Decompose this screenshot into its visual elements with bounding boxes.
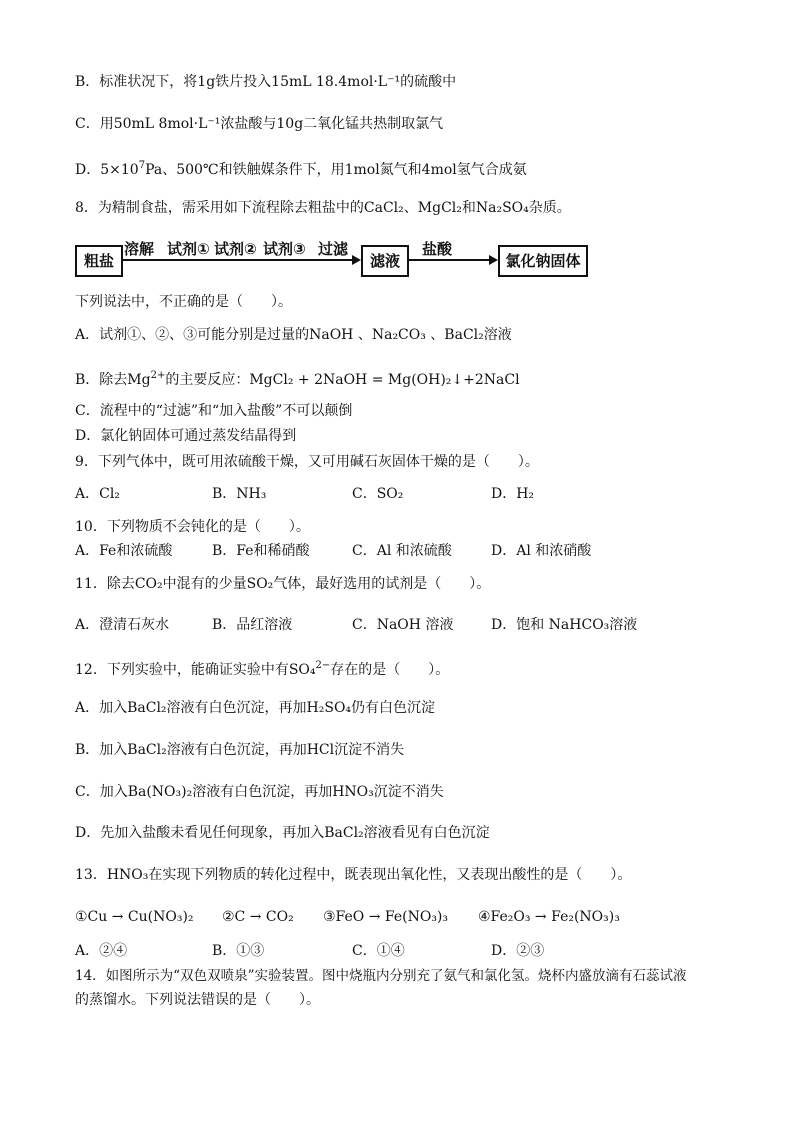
q7-option-c: C．用50mL 8mol·L⁻¹浓盐酸与10g二氧化锰共热制取氯气: [75, 116, 444, 132]
q11-option-a: A．澄清石灰水: [75, 617, 170, 633]
q12-option-d: D．先加入盐酸未看见任何现象，再加入BaCl₂溶液看见有白色沉淀: [75, 825, 490, 841]
q13-option-b: B．①③: [212, 943, 265, 959]
q8-option-b: [75, 366, 520, 390]
q11-option-d: D．饱和 NaHCO₃溶液: [491, 617, 638, 633]
q7-option-d: [75, 156, 527, 180]
q12-stem: [75, 656, 449, 680]
q9-option-a: A．Cl₂: [75, 486, 120, 502]
q10-option-c: C．Al 和浓硫酸: [352, 543, 452, 559]
q10-stem: 10．下列物质不会钝化的是（ ）。: [75, 519, 310, 535]
q11-option-c: C．NaOH 溶液: [352, 617, 454, 633]
q13-item-4: ④Fe₂O₃ → Fe₂(NO₃)₃: [478, 909, 620, 925]
q11-stem: 11．除去CO₂中混有的少量SO₂气体，最好选用的试剂是（ ）。: [75, 576, 491, 592]
q8-option-b-pre: B．除去Mg: [75, 372, 151, 388]
q14-stem-line-1: 14．如图所示为“双色双喷泉”实验装置。图中烧瓶内分别充了氨气和氯化氢。烧杯内盛放滴有石蕊试液: [75, 968, 687, 984]
flow-arrow-1: [121, 259, 356, 261]
q12-stem-charge: 2−: [315, 660, 331, 671]
q12-stem-pre: 12．下列实验中，能确证实验中有SO₄: [75, 662, 316, 678]
q10-option-a: A．Fe和浓硫酸: [75, 543, 173, 559]
q13-option-c: C．①④: [352, 943, 405, 959]
q10-option-b: B．Fe和稀硝酸: [212, 543, 310, 559]
q13-item-1: ①Cu → Cu(NO₃)₂: [75, 909, 194, 925]
q13-option-d: D．②③: [491, 943, 545, 959]
flow-step-hydrochloric-acid: 盐酸: [422, 240, 453, 258]
flow-box-crude-salt: 粗盐: [75, 245, 123, 277]
q12-stem-post: 存在的是（ ）。: [330, 662, 450, 678]
flow-box-nacl-solid: 氯化钠固体: [498, 245, 588, 277]
flow-arrow-1-head: [352, 255, 361, 265]
q8-option-b-charge: 2+: [150, 370, 166, 381]
flow-step-reagent-2: 试剂②: [214, 240, 257, 258]
q8-question: 下列说法中，不正确的是（ ）。: [75, 294, 292, 310]
flow-step-reagent-3: 试剂③: [263, 240, 306, 258]
q10-option-d: D．Al 和浓硝酸: [491, 543, 592, 559]
q14-stem-line-2: 的蒸馏水。下列说法错误的是（ ）。: [75, 992, 320, 1008]
q11-option-b: B．品红溶液: [212, 617, 293, 633]
flow-arrow-2: [407, 259, 493, 261]
q13-item-3: ③FeO → Fe(NO₃)₃: [323, 909, 449, 925]
q9-option-c: C．SO₂: [352, 486, 404, 502]
q9-stem: 9．下列气体中，既可用浓硫酸干燥，又可用碱石灰固体干燥的是（ ）。: [75, 454, 539, 470]
q12-option-a: A．加入BaCl₂溶液有白色沉淀，再加H₂SO₄仍有白色沉淀: [75, 700, 436, 716]
flow-box-filtrate: 滤液: [361, 245, 409, 277]
q8-option-a: A．试剂①、②、③可能分别是过量的NaOH 、Na₂CO₃ 、BaCl₂溶液: [75, 327, 512, 343]
flow-step-reagent-1: 试剂①: [167, 240, 210, 258]
q7-option-d-pre: D．5×10: [75, 162, 139, 178]
q12-option-c: C．加入Ba(NO₃)₂溶液有白色沉淀，再加HNO₃沉淀不消失: [75, 784, 444, 800]
q12-option-b: B．加入BaCl₂溶液有白色沉淀，再加HCl沉淀不消失: [75, 742, 405, 758]
flow-step-dissolve: 溶解: [124, 240, 155, 258]
q8-option-d: D．氯化钠固体可通过蒸发结晶得到: [75, 428, 297, 444]
q13-item-2: ②C → CO₂: [222, 909, 294, 925]
q8-option-c: C．流程中的“过滤”和“加入盐酸”不可以颠倒: [75, 403, 353, 419]
q8-stem: 8．为精制食盐，需采用如下流程除去粗盐中的CaCl₂、MgCl₂和Na₂SO₄杂质。: [75, 200, 571, 216]
q13-stem: 13．HNO₃在实现下列物质的转化过程中，既表现出氧化性，又表现出酸性的是（ ）。: [75, 867, 632, 883]
flow-arrow-2-head: [489, 255, 498, 265]
q7-option-b: B．标准状况下，将1g铁片投入15mL 18.4mol·L⁻¹的硫酸中: [75, 74, 457, 90]
flow-step-filter: 过滤: [318, 240, 349, 258]
q9-option-d: D．H₂: [491, 486, 535, 502]
q9-option-b: B．NH₃: [212, 486, 267, 502]
q7-option-d-post: Pa、500℃和铁触媒条件下，用1mol氮气和4mol氢气合成氨: [145, 162, 527, 178]
q7-option-d-exponent: 7: [138, 160, 146, 171]
q13-option-a: A．②④: [75, 943, 128, 959]
q8-option-b-post: 的主要反应：MgCl₂ + 2NaOH = Mg(OH)₂↓+2NaCl: [165, 372, 520, 388]
